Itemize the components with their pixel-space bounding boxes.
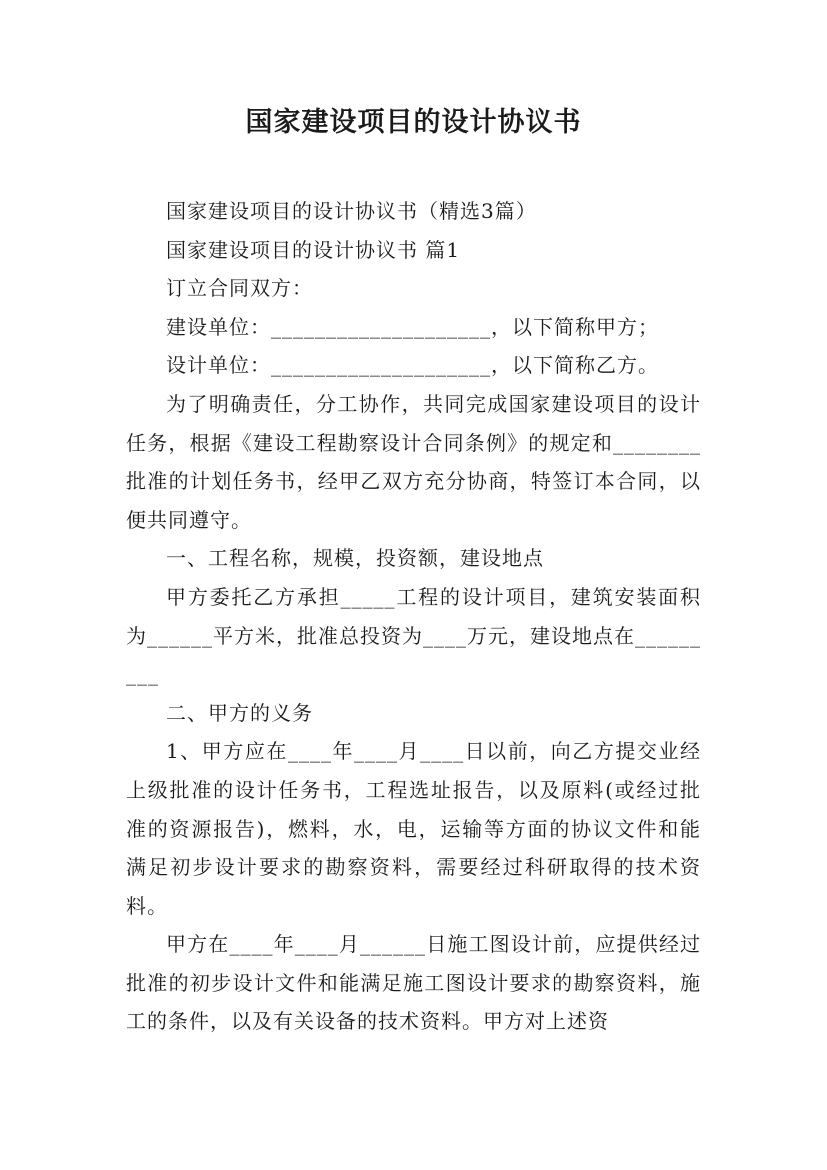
paragraph-obligation-two: 甲方在____年____月______日施工图设计前，应提供经过批准的初步设计文件和能满足施工图设计要求的勘察资料，施工的条件，以及有关设备的技术资料。甲方对上述资: [126, 932, 701, 1034]
document-body: [126, 192, 701, 1041]
document-title: 国家建设项目的设计协议书: [245, 107, 582, 138]
paragraph-project-scope: 甲方委托乙方承担_____工程的设计项目，建筑安装面积为______平方米，批准总投资为____万元，建设地点在_________: [126, 584, 701, 687]
paragraph-preamble: 为了明确责任，分工协作，共同完成国家建设项目的设计任务，根据《建设工程勘察设计合同条例》的规定和________批准的计划任务书，经甲乙双方充分协商，特签订本合同，以便共同遵守。: [126, 391, 701, 532]
paragraph-heading-two: 二、甲方的义务: [166, 700, 313, 725]
paragraph-parties: 订立合同双方：: [166, 276, 313, 301]
paragraph-heading-one: 一、工程名称，规模，投资额，建设地点: [166, 546, 544, 571]
paragraph-section-heading: 国家建设项目的设计协议书 篇1: [166, 237, 461, 262]
paragraph-design-unit: 设计单位：____________________，以下简称乙方。: [166, 353, 659, 378]
paragraph-obligation-one: 1、甲方应在____年____月____日以前，向乙方提交业经上级批准的设计任务书，工程选址报告，以及原料(或经过批准的资源报告)，燃料，水，电，运输等方面的协议文件和能满足初步设计要求的勘察资料，需要经过科研取得的技术资料。: [126, 739, 701, 918]
paragraph-construction-unit: 建设单位：____________________，以下简称甲方；: [166, 314, 659, 339]
paragraph-subtitle: 国家建设项目的设计协议书（精选3篇）: [166, 199, 537, 223]
